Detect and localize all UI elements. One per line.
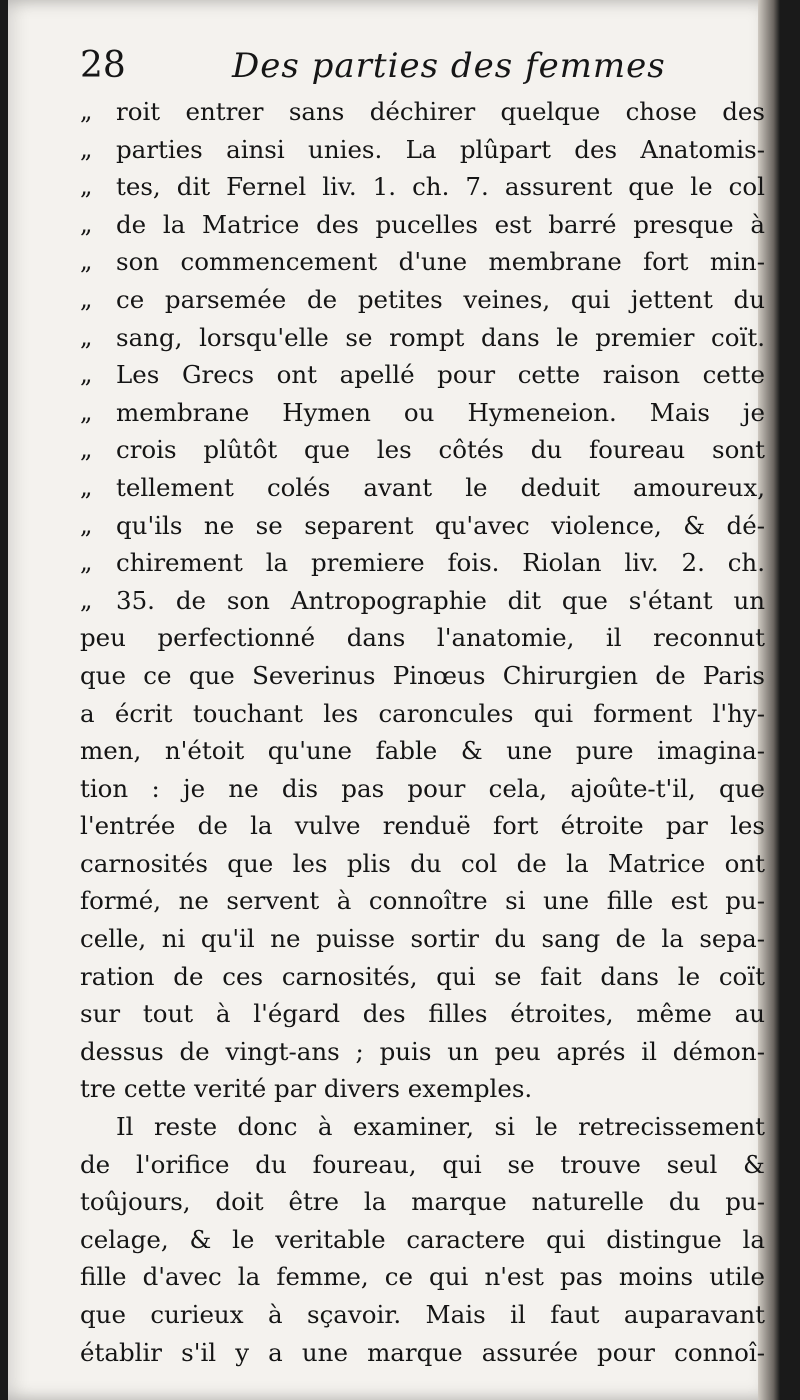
quote-mark: „ xyxy=(80,209,93,238)
text-line xyxy=(80,657,765,695)
quote-mark: „ xyxy=(80,360,93,389)
text-line xyxy=(80,281,765,319)
text-line xyxy=(80,544,765,582)
text-line xyxy=(80,431,765,469)
line-text: établir s'il y a une marque assurée pour connoî- xyxy=(80,1337,765,1367)
text-line xyxy=(80,356,765,394)
line-text: tes, dit Fernel liv. 1. ch. 7. assurent que le col xyxy=(116,172,765,202)
line-text: fille d'avec la femme, ce qui n'est pas moins utile xyxy=(80,1262,765,1292)
text-line xyxy=(80,394,765,432)
page-header xyxy=(80,44,760,88)
line-text: sang, lorsqu'elle se rompt dans le premier coït. xyxy=(116,322,765,352)
line-text: formé, ne servent à connoître si une fille est pu- xyxy=(80,886,765,916)
line-text: dessus de vingt-ans ; puis un peu aprés il démon- xyxy=(80,1036,765,1066)
text-line xyxy=(80,507,765,545)
quote-mark: „ xyxy=(80,172,93,201)
line-text: roit entrer sans déchirer quelque chose des xyxy=(116,97,765,126)
quote-mark: „ xyxy=(80,97,93,125)
text-line xyxy=(80,582,765,620)
line-text: qu'ils ne se separent qu'avec violence, & dé- xyxy=(116,510,765,540)
text-line xyxy=(80,168,765,206)
text-line xyxy=(80,619,765,657)
text-line xyxy=(80,732,765,770)
line-text: de la Matrice des pucelles est barré presque à xyxy=(116,209,765,239)
line-text: tion : je ne dis pas pour cela, ajoûte-t'il, que xyxy=(80,773,765,803)
line-text: parties ainsi unies. La plûpart des Anatomis- xyxy=(116,134,765,164)
quote-mark: „ xyxy=(80,134,93,163)
text-line xyxy=(80,1258,765,1296)
text-line xyxy=(80,1183,765,1221)
line-text: Les Grecs ont apellé pour cette raison cette xyxy=(116,360,765,390)
text-line xyxy=(80,1334,765,1372)
text-line xyxy=(80,770,765,808)
text-line xyxy=(80,1221,765,1259)
text-line xyxy=(80,93,765,131)
text-line xyxy=(80,958,765,996)
line-text: de l'orifice du foureau, qui se trouve seul & xyxy=(80,1149,765,1179)
text-line xyxy=(80,695,765,733)
text-line xyxy=(80,469,765,507)
text-line xyxy=(80,845,765,883)
line-text: a écrit touchant les caroncules qui forment l'hy- xyxy=(80,698,765,728)
quote-mark: „ xyxy=(80,585,93,614)
text-line xyxy=(80,243,765,281)
line-text: men, n'étoit qu'une fable & une pure imagina- xyxy=(80,736,765,766)
line-text: chirement la premiere fois. Riolan liv. 2. ch. xyxy=(116,548,765,578)
text-line xyxy=(80,1146,765,1184)
quote-mark: „ xyxy=(80,247,93,276)
text-line xyxy=(80,1070,765,1108)
text-line xyxy=(80,131,765,169)
running-title: Des parties des femmes xyxy=(232,46,666,86)
line-text: tellement colés avant le deduit amoureux, xyxy=(116,472,765,502)
line-text: celle, ni qu'il ne puisse sortir du sang de la sepa- xyxy=(80,924,765,954)
line-text: ce parsemée de petites veines, qui jettent du xyxy=(116,284,765,314)
line-text: peu perfectionné dans l'anatomie, il reconnut xyxy=(80,623,765,653)
text-line xyxy=(80,920,765,958)
line-text: ration de ces carnosités, qui se fait dans le coït xyxy=(80,961,765,991)
line-text: membrane Hymen ou Hymeneion. Mais je xyxy=(116,397,765,427)
quote-mark: „ xyxy=(80,284,93,313)
quote-mark: „ xyxy=(80,397,93,426)
quote-mark: „ xyxy=(80,472,93,501)
quote-mark: „ xyxy=(80,548,93,577)
text-line xyxy=(80,1108,765,1146)
line-text: l'entrée de la vulve renduë fort étroite par les xyxy=(80,811,765,841)
book-page xyxy=(8,0,780,1400)
line-text: toûjours, doit être la marque naturelle du pu- xyxy=(80,1187,765,1217)
text-line xyxy=(80,807,765,845)
line-text: que curieux à sçavoir. Mais il faut auparavant xyxy=(80,1300,765,1329)
text-line xyxy=(80,1033,765,1071)
line-text: tre cette verité par divers exemples. xyxy=(80,1074,533,1104)
body-text xyxy=(80,93,765,1371)
line-text: sur tout à l'égard des filles étroites, même au xyxy=(80,999,765,1029)
line-text: son commencement d'une membrane fort min- xyxy=(116,247,765,277)
page-number: 28 xyxy=(80,45,126,86)
text-line xyxy=(80,1296,765,1334)
line-text: Il reste donc à examiner, si le retrecissement xyxy=(116,1112,765,1142)
text-line xyxy=(80,206,765,244)
line-text: carnosités que les plis du col de la Matrice ont xyxy=(80,848,765,878)
quote-mark: „ xyxy=(80,322,93,351)
text-line xyxy=(80,882,765,920)
line-text: 35. de son Antropographie dit que s'étant un xyxy=(116,585,765,615)
line-text: crois plûtôt que les côtés du foureau sont xyxy=(116,435,765,465)
quote-mark: „ xyxy=(80,510,93,539)
text-line xyxy=(80,319,765,357)
text-line xyxy=(80,995,765,1033)
line-text: que ce que Severinus Pinœus Chirurgien de Paris xyxy=(80,660,765,690)
quote-mark: „ xyxy=(80,435,93,464)
line-text: celage, & le veritable caractere qui distingue la xyxy=(80,1224,765,1254)
